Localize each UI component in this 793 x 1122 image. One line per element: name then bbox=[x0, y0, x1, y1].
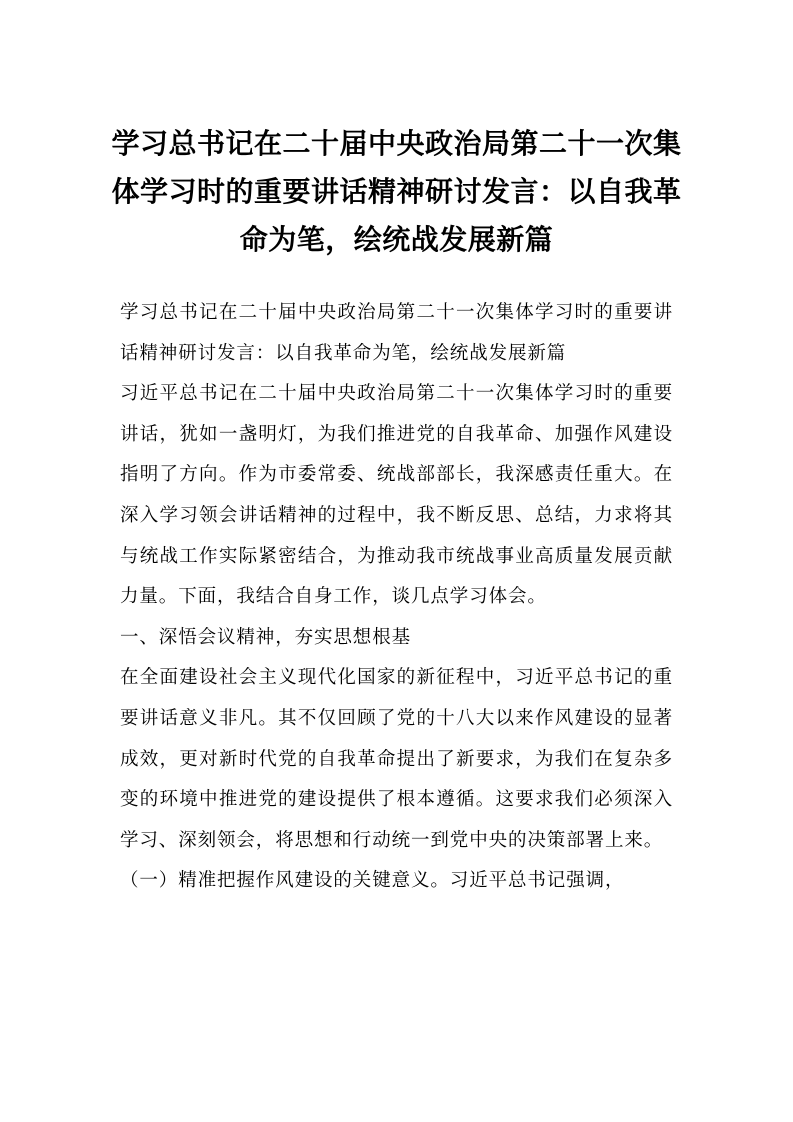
subsection-paragraph: （一）精准把握作风建设的关键意义。习近平总书记强调， bbox=[120, 870, 625, 892]
intro-paragraph: 习近平总书记在二十届中央政治局第二十一次集体学习时的重要讲话，犹如一盏明灯，为我们推进党的自我革命、加强作风建设指明了方向。作为市委常委、统战部部长，我深感责任重大。在深入学习领会讲话精神的过程中，我不断反思、总结，力求将其与统战工作实际紧密结合，为推动我市统战事业高质量发展贡献力量。下面，我结合自身工作，谈几点学习体会。 bbox=[120, 383, 673, 608]
intro-title-paragraph: 学习总书记在二十届中央政治局第二十一次集体学习时的重要讲话精神研讨发言：以自我革命为笔，绘统战发展新篇 bbox=[120, 302, 673, 364]
section-paragraph: 在全面建设社会主义现代化国家的新征程中，习近平总书记的重要讲话意义非凡。其不仅回顾了党的十八大以来作风建设的显著成效，更对新时代党的自我革命提出了新要求，为我们在复杂多变的环境中推进党的建设提供了根本遵循。这要求我们必须深入学习、深刻领会，将思想和行动统一到党中央的决策部署上来。 bbox=[120, 667, 673, 851]
document-body bbox=[120, 293, 673, 902]
section-heading: 一、深悟会议精神，夯实思想根基 bbox=[120, 626, 412, 648]
document-title: 学习总书记在二十届中央政治局第二十一次集体学习时的重要讲话精神研讨发言：以自我革命为笔，绘统战发展新篇 bbox=[111, 127, 682, 256]
